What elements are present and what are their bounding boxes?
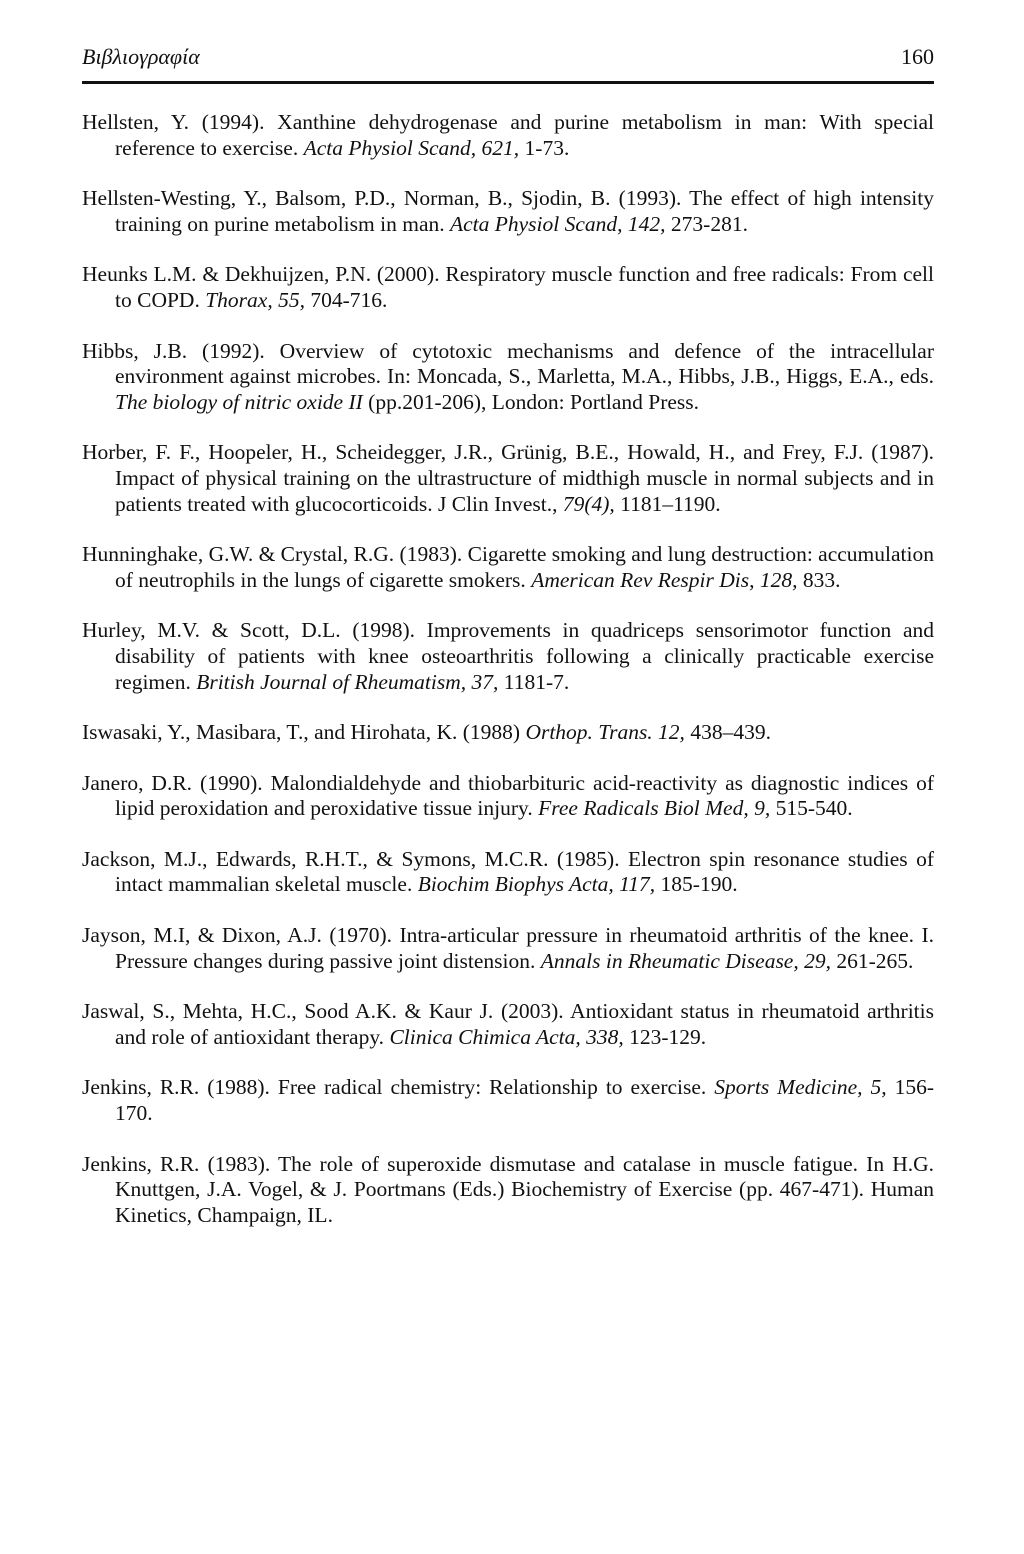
running-head-title: Βιβλιογραφία [82, 44, 200, 69]
reference-pages: 1-73. [519, 135, 570, 160]
reference-text: Jackson, M.J., Edwards, R.H.T., & Symons, M.C.R. (1985). Electron spin resonance studies of intact mammalian skeletal muscle. [82, 846, 934, 897]
reference-text: Heunks L.M. & Dekhuijzen, P.N. (2000). Respiratory muscle function and free radicals: From cell to COPD. [82, 262, 934, 312]
reference-text: Jaswal, S., Mehta, H.C., Sood A.K. & Kaur J. (2003). Antioxidant status in rheumatoid arthritis and role of antioxidant therapy. [82, 999, 934, 1049]
reference-source: Free Radicals Biol Med, 9, [538, 796, 771, 821]
reference-text: Hurley, M.V. & Scott, D.L. (1998). Improvements in quadriceps sensorimotor function and disability of patients with knee osteoarthritis following a clinically practicable exercise regimen. [82, 618, 934, 694]
reference-entry [82, 771, 934, 822]
page-number: 160 [901, 44, 934, 69]
reference-text: Hunninghake, G.W. & Crystal, R.G. (1983). Cigarette smoking and lung destruction: accumulation of neutrophils in the lungs of cigarette smokers. [82, 542, 934, 592]
reference-text: Jenkins, R.R. (1988). Free radical chemistry: Relationship to exercise. [82, 1075, 715, 1100]
reference-pages: 156-170. [115, 1075, 934, 1126]
reference-pages: 261-265. [830, 948, 914, 973]
reference-source: Thorax, 55, [205, 287, 305, 312]
reference-text: Iswasaki, Y., Masibara, T., and Hirohata, K. (1988) [82, 720, 526, 745]
reference-text: Jayson, M.I, & Dixon, A.J. (1970). Intra-articular pressure in rheumatoid arthritis of the knee. I. Pressure changes during passive joint distension. [82, 923, 934, 973]
reference-pages: 273-281. [665, 211, 748, 236]
reference-text: Hellsten-Westing, Y., Balsom, P.D., Norman, B., Sjodin, B. (1993). The effect of high intensity training on purine metabolism in man. [82, 186, 934, 236]
reference-entry [82, 440, 934, 517]
reference-entry [82, 923, 934, 974]
reference-pages: 185-190. [655, 872, 738, 897]
reference-entry [82, 110, 934, 161]
reference-pages: 833. [797, 567, 841, 592]
reference-entry [82, 999, 934, 1050]
reference-entry [82, 1075, 934, 1126]
reference-entry [82, 720, 934, 746]
reference-entry [82, 1152, 934, 1229]
reference-source: Orthop. Trans. 12, [525, 720, 685, 745]
reference-text: Hibbs, J.B. (1992). Overview of cytotoxic mechanisms and defence of the intracellular environment against microbes. In: Moncada, S., Marletta, M.A., Hibbs, J.B., Higgs, E.A., eds. [82, 338, 934, 389]
reference-source: Acta Physiol Scand, 621, [303, 135, 520, 160]
reference-pages: 704-716. [304, 287, 388, 312]
reference-entry [82, 618, 934, 695]
reference-source: The biology of nitric oxide II [115, 389, 363, 414]
reference-pages: 515-540. [770, 796, 853, 821]
header-rule [82, 81, 934, 84]
reference-entry [82, 847, 934, 898]
reference-source: Sports Medicine, 5, [714, 1075, 887, 1100]
reference-pages: 1181-7. [498, 669, 570, 694]
reference-pages: 1181–1190. [614, 491, 721, 516]
reference-source: 79(4), [562, 491, 615, 516]
reference-entry [82, 542, 934, 593]
reference-entry [82, 262, 934, 313]
reference-source: Annals in Rheumatic Disease, 29, [540, 948, 831, 973]
reference-source: Acta Physiol Scand, 142, [449, 211, 666, 236]
reference-source: British Journal of Rheumatism, 37, [196, 669, 499, 694]
reference-source: American Rev Respir Dis, 128, [531, 567, 798, 592]
reference-source: Biochim Biophys Acta, 117, [417, 872, 656, 897]
reference-pages: 438–439. [684, 720, 771, 745]
reference-text: Jenkins, R.R. (1983). The role of superoxide dismutase and catalase in muscle fatigue. In H.G. Knuttgen, J.A. Vogel, & J. Poortmans (Eds.) Biochemistry of Exercise (pp. 467-471). Human Kinetics, Champaign, IL. [82, 1151, 934, 1227]
reference-source: Clinica Chimica Acta, 338, [389, 1024, 624, 1049]
reference-pages: 123-129. [623, 1024, 707, 1049]
reference-entry [82, 339, 934, 416]
reference-list [82, 110, 934, 1253]
reference-pages: (pp.201-206), London: Portland Press. [362, 389, 700, 414]
reference-text: Hellsten, Y. (1994). Xanthine dehydrogenase and purine metabolism in man: With special reference to exercise. [82, 110, 934, 160]
reference-entry [82, 186, 934, 237]
reference-text: Horber, F. F., Hoopeler, H., Scheidegger, J.R., Grünig, B.E., Howald, H., and Frey, F.J. (1987). Impact of physical training on the ultrastructure of midthigh muscle in normal subjects and in patients treated with glucocorticoids. J Clin Invest., [82, 440, 934, 516]
page-header [82, 40, 934, 80]
reference-text: Janero, D.R. (1990). Malondialdehyde and thiobarbituric acid-reactivity as diagnostic indices of lipid peroxidation and peroxidative tissue injury. [82, 770, 934, 821]
